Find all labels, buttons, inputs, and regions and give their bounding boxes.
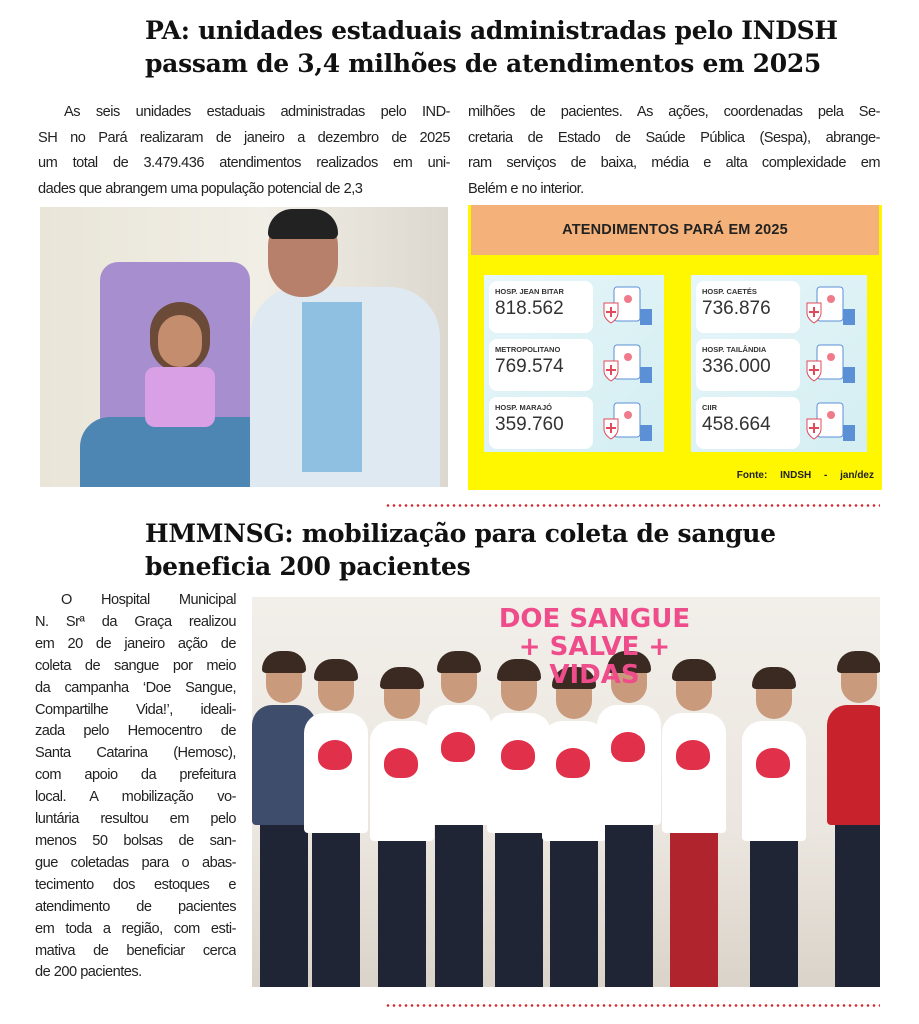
infographic-panel-right <box>691 275 867 452</box>
text-line: um total de 3.479.436 atendimentos realizados em uni- <box>38 155 450 171</box>
text-line: local. A mobilização vo- <box>35 789 236 806</box>
text-line: O Hospital Municipal <box>61 592 236 608</box>
medical-illustration-icon <box>803 401 859 445</box>
article1-column-2 <box>468 100 880 202</box>
text-line: da campanha ‘Doe Sangue, <box>35 679 236 696</box>
person <box>742 673 806 987</box>
text-line: atendimento de pacientes <box>35 898 236 915</box>
stat-label: HOSP. CAETÉS <box>702 287 757 296</box>
person <box>427 657 491 987</box>
stat-label: HOSP. JEAN BITAR <box>495 287 564 296</box>
article2-title <box>145 517 776 583</box>
section-divider <box>385 504 880 507</box>
text-line: ram serviços de baixa, média e alta complexidade em <box>468 155 880 171</box>
title-line: passam de 3,4 milhões de atendimentos em 2025 <box>145 49 822 78</box>
text-line: tecimento dos estoques e <box>35 876 236 893</box>
stat-value: 458.664 <box>702 414 771 435</box>
medical-illustration-icon <box>803 343 859 387</box>
stat-value: 736.876 <box>702 298 771 319</box>
infographic-source: Fonte: INDSH - jan/dez <box>736 470 874 481</box>
text-line: Belém e no interior. <box>468 180 584 197</box>
text-line: Compartilhe Vida!’, ideali- <box>35 701 236 718</box>
sign-line: + SALVE + <box>518 632 671 662</box>
person <box>827 657 880 987</box>
stat-card <box>489 281 593 333</box>
stat-label: HOSP. MARAJÓ <box>495 403 552 412</box>
text-line: As seis unidades estaduais administradas pelo IND- <box>64 104 450 120</box>
doe-sangue-sign <box>487 605 702 689</box>
title-line: HMMNSG: mobilização para coleta de sangue <box>145 519 776 548</box>
text-line: mativa de beneficiar cerca <box>35 942 236 959</box>
text-line: milhões de pacientes. As ações, coordenadas pela Se- <box>468 104 880 120</box>
article1-title <box>145 14 838 80</box>
stat-card <box>696 397 800 449</box>
text-line: N. Srª da Graça realizou <box>35 613 236 630</box>
stat-label: HOSP. TAILÂNDIA <box>702 345 767 354</box>
person <box>597 657 661 987</box>
patient-doctor-photo <box>40 207 448 487</box>
text-line: SH no Pará realizaram de janeiro a dezembro de 2025 <box>38 129 450 146</box>
stat-label: METROPOLITANO <box>495 345 561 354</box>
medical-illustration-icon <box>600 401 656 445</box>
blood-donation-group-photo <box>252 597 880 987</box>
medical-illustration-icon <box>600 343 656 387</box>
title-line: PA: unidades estaduais administradas pelo INDSH <box>145 16 838 45</box>
stat-card <box>489 339 593 391</box>
stat-value: 818.562 <box>495 298 564 319</box>
person <box>370 673 434 987</box>
sign-line: VIDAS <box>549 660 640 690</box>
text-line: coleta de sangue por meio <box>35 657 236 674</box>
text-line: Santa Catarina (Hemosc), <box>35 745 236 762</box>
text-line: dades que abrangem uma população potencial de 2,3 <box>38 180 363 197</box>
stat-value: 359.760 <box>495 414 564 435</box>
stat-value: 336.000 <box>702 356 771 377</box>
article2-body <box>35 590 236 984</box>
section-divider <box>385 1004 880 1007</box>
text-line: gue coletadas para o abas- <box>35 854 236 871</box>
text-line: com apoio da prefeitura <box>35 767 236 784</box>
medical-illustration-icon <box>803 285 859 329</box>
stat-card <box>696 339 800 391</box>
text-line: luntária resultou em pelo <box>35 811 236 828</box>
text-line: menos 50 bolsas de san- <box>35 832 236 849</box>
text-line: cretaria de Estado de Saúde Pública (Sespa), abrange- <box>468 129 880 146</box>
stat-label: CIIR <box>702 403 717 412</box>
stat-card <box>696 281 800 333</box>
person <box>662 665 726 987</box>
text-line: em 20 de janeiro ação de <box>35 635 236 652</box>
title-line: beneficia 200 pacientes <box>145 552 471 581</box>
sign-line: DOE SANGUE <box>498 604 691 634</box>
person <box>304 665 368 987</box>
infographic-atendimentos <box>468 205 882 490</box>
medical-illustration-icon <box>600 285 656 329</box>
article1-column-1 <box>38 100 450 202</box>
text-line: de 200 pacientes. <box>35 964 142 981</box>
infographic-title: ATENDIMENTOS PARÁ EM 2025 <box>471 205 879 255</box>
infographic-panel-left <box>484 275 664 452</box>
stat-card <box>489 397 593 449</box>
text-line: em toda a região, com esti- <box>35 920 236 937</box>
stat-value: 769.574 <box>495 356 564 377</box>
text-line: zada pelo Hemocentro de <box>35 723 236 740</box>
